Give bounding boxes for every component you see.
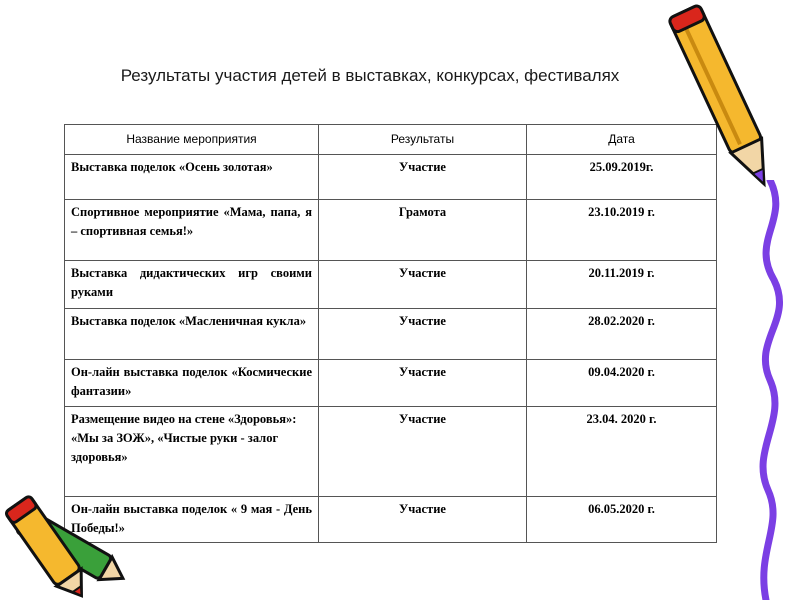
- table-header-row: [65, 125, 717, 155]
- results-table-container: [64, 124, 716, 543]
- header-event-name: Название мероприятия: [65, 125, 319, 155]
- results-table: [64, 124, 717, 543]
- event-name-cell: Размещение видео на стене «Здоровья»: «Мы за ЗОЖ», «Чистые руки - залог здоровья»: [65, 407, 319, 497]
- date-cell: 25.09.2019г.: [527, 155, 717, 200]
- date-cell: 23.10.2019 г.: [527, 200, 717, 261]
- header-results: Результаты: [319, 125, 527, 155]
- date-cell: 06.05.2020 г.: [527, 497, 717, 543]
- date-cell: 23.04. 2020 г.: [527, 407, 717, 497]
- table-row: [65, 360, 717, 407]
- result-cell: Участие: [319, 407, 527, 497]
- result-cell: Участие: [319, 309, 527, 360]
- result-cell: Участие: [319, 497, 527, 543]
- header-date: Дата: [527, 125, 717, 155]
- table-row: [65, 155, 717, 200]
- result-cell: Участие: [319, 155, 527, 200]
- event-name-cell: Он-лайн выставка поделок «Космические фантазии»: [65, 360, 319, 407]
- table-row: [65, 200, 717, 261]
- pencil-top-right-icon: [664, 0, 788, 200]
- table-row: [65, 497, 717, 543]
- event-name-cell: Выставка поделок «Масленичная кукла»: [65, 309, 319, 360]
- page-title: Результаты участия детей в выставках, конкурсах, фестивалях: [120, 66, 620, 85]
- date-cell: 20.11.2019 г.: [527, 261, 717, 309]
- table-row: [65, 407, 717, 497]
- table-row: [65, 261, 717, 309]
- event-name-cell: Он-лайн выставка поделок « 9 мая - День Победы!»: [65, 497, 319, 543]
- date-cell: 28.02.2020 г.: [527, 309, 717, 360]
- result-cell: Участие: [319, 360, 527, 407]
- squiggle-line-icon: [730, 180, 800, 600]
- pencils-bottom-left-icon: [0, 482, 130, 600]
- event-name-cell: Спортивное мероприятие «Мама, папа, я – спортивная семья!»: [65, 200, 319, 261]
- result-cell: Участие: [319, 261, 527, 309]
- event-name-cell: Выставка дидактических игр своими руками: [65, 261, 319, 309]
- table-row: [65, 309, 717, 360]
- result-cell: Грамота: [319, 200, 527, 261]
- date-cell: 09.04.2020 г.: [527, 360, 717, 407]
- event-name-cell: Выставка поделок «Осень золотая»: [65, 155, 319, 200]
